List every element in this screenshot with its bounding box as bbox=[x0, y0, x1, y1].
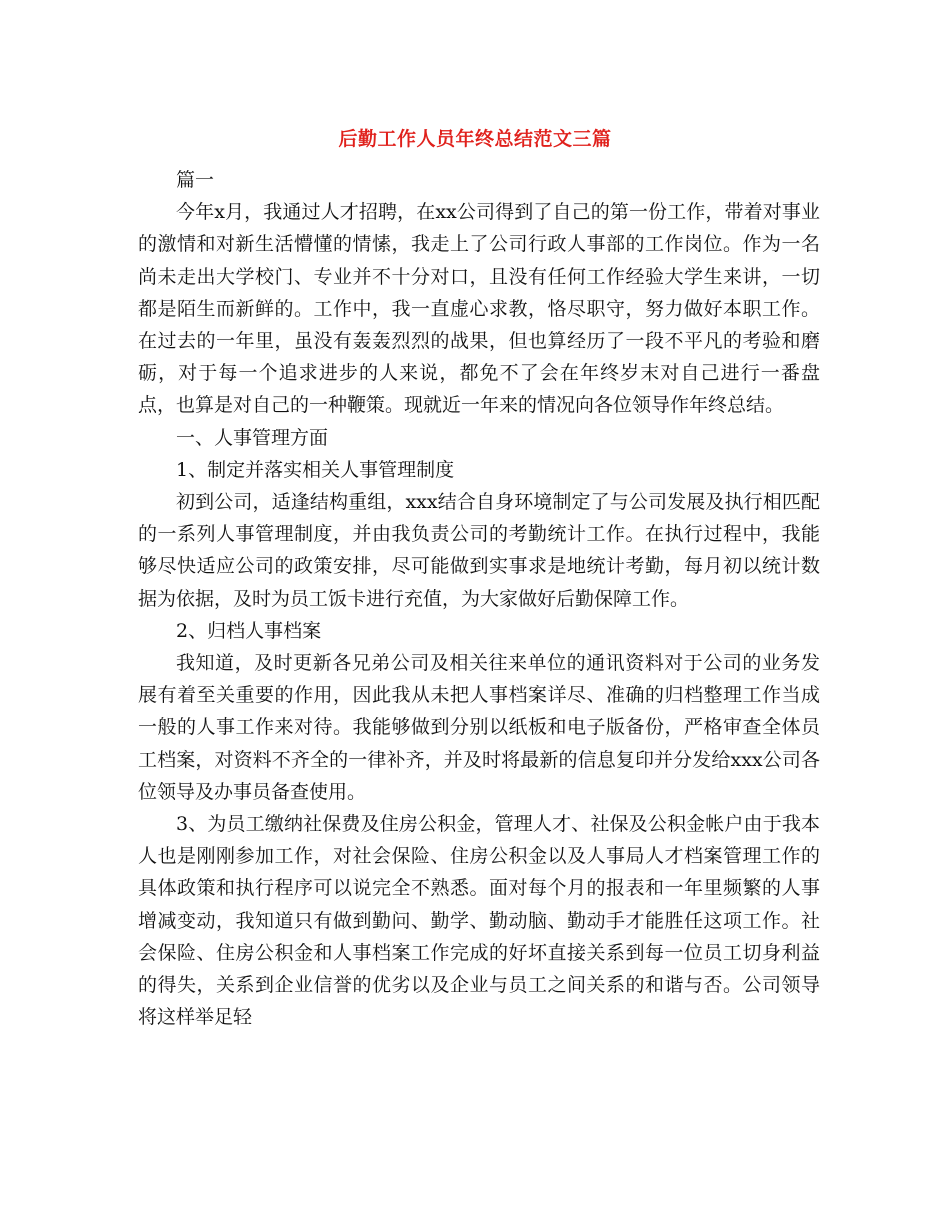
document-body bbox=[138, 164, 820, 1033]
document-title: 后勤工作人员年终总结范文三篇 bbox=[338, 128, 612, 150]
paragraph: 今年x月，我通过人才招聘，在xx公司得到了自己的第一份工作，带着对事业的激情和对新生活懵懂的情愫，我走上了公司行政人事部的工作岗位。作为一名尚未走出大学校门、专业并不十分对口，且没有任何工作经验大学生来讲，一切都是陌生而新鲜的。工作中，我一直虚心求教，恪尽职守，努力做好本职工作。在过去的一年里，虽没有轰轰烈烈的战果，但也算经历了一段不平凡的考验和磨砺，对于每一个追求进步的人来说，都免不了会在年终岁末对自己进行一番盘点，也算是对自己的一种鞭策。现就近一年来的情况向各位领导作年终总结。 bbox=[138, 201, 820, 417]
paragraph: 初到公司，适逢结构重组，xxx结合自身环境制定了与公司发展及执行相匹配的一系列人事管理制度，并由我负责公司的考勤统计工作。在执行过程中，我能够尽快适应公司的政策安排，尽可能做到实事求是地统计考勤，每月初以统计数据为依据，及时为员工饭卡进行充值，为大家做好后勤保障工作。 bbox=[138, 491, 820, 610]
subsection-heading: 1、制定并落实相关人事管理制度 bbox=[176, 458, 455, 481]
section-heading: 篇一 bbox=[176, 169, 215, 191]
subsection-heading: 2、归档人事档案 bbox=[176, 619, 322, 642]
section-heading: 一、人事管理方面 bbox=[176, 426, 329, 449]
paragraph: 3、为员工缴纳社保费及住房公积金，管理人才、社保及公积金帐户由于我本人也是刚刚参加工作，对社会保险、住房公积金以及人事局人才档案管理工作的具体政策和执行程序可以说完全不熟悉。面对每个月的报表和一年里频繁的人事增减变动，我知道只有做到勤问、勤学、勤动脑、勤动手才能胜任这项工作。社会保险、住房公积金和人事档案工作完成的好坏直接关系到每一位员工切身利益的得失，关系到企业信誉的优劣以及企业与员工之间关系的和谐与否。公司领导将这样举足轻 bbox=[138, 813, 820, 1029]
paragraph: 我知道，及时更新各兄弟公司及相关往来单位的通讯资料对于公司的业务发展有着至关重要的作用，因此我从未把人事档案详尽、准确的归档整理工作当成一般的人事工作来对待。我能够做到分别以纸板和电子版备份，严格审查全体员工档案，对资料不齐全的一律补齐，并及时将最新的信息复印并分发给xxx公司各位领导及办事员备查使用。 bbox=[138, 652, 820, 803]
